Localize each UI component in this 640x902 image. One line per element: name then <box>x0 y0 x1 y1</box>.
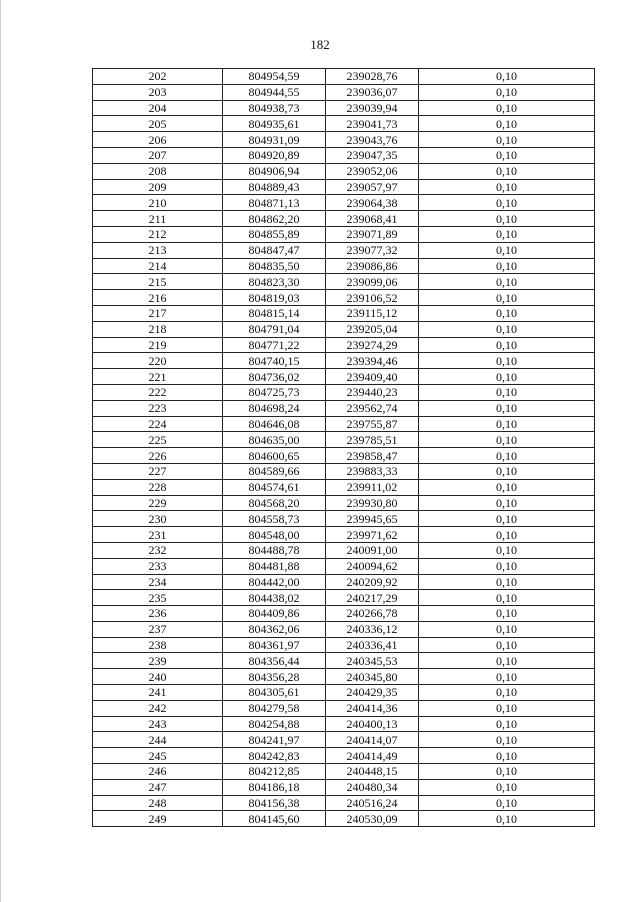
table-row <box>93 448 595 464</box>
accuracy-cell: 0,10 <box>419 716 595 732</box>
point-number-cell: 240 <box>93 669 223 685</box>
point-number-cell: 242 <box>93 700 223 716</box>
point-number-cell: 246 <box>93 764 223 780</box>
table-row <box>93 353 595 369</box>
accuracy-cell: 0,10 <box>419 179 595 195</box>
y-coordinate-cell: 240345,80 <box>326 669 419 685</box>
table-row <box>93 400 595 416</box>
y-coordinate-cell: 239041,73 <box>326 116 419 132</box>
table-row <box>93 369 595 385</box>
table-row <box>93 384 595 400</box>
x-coordinate-cell: 804589,66 <box>223 463 326 479</box>
x-coordinate-cell: 804906,94 <box>223 163 326 179</box>
accuracy-cell: 0,10 <box>419 211 595 227</box>
point-number-cell: 227 <box>93 463 223 479</box>
y-coordinate-cell: 240516,24 <box>326 795 419 811</box>
table-row <box>93 574 595 590</box>
accuracy-cell: 0,10 <box>419 527 595 543</box>
x-coordinate-cell: 804481,88 <box>223 558 326 574</box>
accuracy-cell: 0,10 <box>419 542 595 558</box>
table-row <box>93 116 595 132</box>
x-coordinate-cell: 804600,65 <box>223 448 326 464</box>
accuracy-cell: 0,10 <box>419 321 595 337</box>
x-coordinate-cell: 804635,00 <box>223 432 326 448</box>
table-row <box>93 132 595 148</box>
accuracy-cell: 0,10 <box>419 400 595 416</box>
x-coordinate-cell: 804819,03 <box>223 290 326 306</box>
y-coordinate-cell: 240091,00 <box>326 542 419 558</box>
point-number-cell: 225 <box>93 432 223 448</box>
point-number-cell: 217 <box>93 305 223 321</box>
x-coordinate-cell: 804815,14 <box>223 305 326 321</box>
x-coordinate-cell: 804356,28 <box>223 669 326 685</box>
point-number-cell: 222 <box>93 384 223 400</box>
y-coordinate-cell: 240345,53 <box>326 653 419 669</box>
accuracy-cell: 0,10 <box>419 226 595 242</box>
table-row <box>93 69 595 85</box>
x-coordinate-cell: 804156,38 <box>223 795 326 811</box>
point-number-cell: 214 <box>93 258 223 274</box>
point-number-cell: 226 <box>93 448 223 464</box>
y-coordinate-cell: 239064,38 <box>326 195 419 211</box>
point-number-cell: 206 <box>93 132 223 148</box>
table-row <box>93 242 595 258</box>
point-number-cell: 229 <box>93 495 223 511</box>
point-number-cell: 236 <box>93 606 223 622</box>
accuracy-cell: 0,10 <box>419 795 595 811</box>
accuracy-cell: 0,10 <box>419 811 595 827</box>
point-number-cell: 224 <box>93 416 223 432</box>
y-coordinate-cell: 240400,13 <box>326 716 419 732</box>
table-row <box>93 732 595 748</box>
point-number-cell: 202 <box>93 69 223 85</box>
x-coordinate-cell: 804568,20 <box>223 495 326 511</box>
y-coordinate-cell: 239945,65 <box>326 511 419 527</box>
table-row <box>93 653 595 669</box>
point-number-cell: 247 <box>93 779 223 795</box>
y-coordinate-cell: 239394,46 <box>326 353 419 369</box>
x-coordinate-cell: 804954,59 <box>223 69 326 85</box>
x-coordinate-cell: 804771,22 <box>223 337 326 353</box>
x-coordinate-cell: 804558,73 <box>223 511 326 527</box>
accuracy-cell: 0,10 <box>419 511 595 527</box>
y-coordinate-cell: 239911,02 <box>326 479 419 495</box>
table-row <box>93 748 595 764</box>
accuracy-cell: 0,10 <box>419 258 595 274</box>
table-row <box>93 100 595 116</box>
accuracy-cell: 0,10 <box>419 163 595 179</box>
table-row <box>93 779 595 795</box>
point-number-cell: 211 <box>93 211 223 227</box>
table-row <box>93 716 595 732</box>
y-coordinate-cell: 239077,32 <box>326 242 419 258</box>
x-coordinate-cell: 804823,30 <box>223 274 326 290</box>
table-row <box>93 290 595 306</box>
accuracy-cell: 0,10 <box>419 305 595 321</box>
y-coordinate-cell: 240414,36 <box>326 700 419 716</box>
table-row <box>93 337 595 353</box>
accuracy-cell: 0,10 <box>419 100 595 116</box>
accuracy-cell: 0,10 <box>419 147 595 163</box>
x-coordinate-cell: 804740,15 <box>223 353 326 369</box>
x-coordinate-cell: 804361,97 <box>223 637 326 653</box>
point-number-cell: 243 <box>93 716 223 732</box>
point-number-cell: 248 <box>93 795 223 811</box>
table-row <box>93 495 595 511</box>
table-row <box>93 621 595 637</box>
accuracy-cell: 0,10 <box>419 653 595 669</box>
table-row <box>93 811 595 827</box>
y-coordinate-cell: 239086,86 <box>326 258 419 274</box>
coordinates-table <box>92 68 595 827</box>
point-number-cell: 238 <box>93 637 223 653</box>
table-row <box>93 463 595 479</box>
table-row <box>93 321 595 337</box>
accuracy-cell: 0,10 <box>419 369 595 385</box>
table-row <box>93 416 595 432</box>
point-number-cell: 205 <box>93 116 223 132</box>
table-row <box>93 195 595 211</box>
y-coordinate-cell: 239930,80 <box>326 495 419 511</box>
page-number: 182 <box>310 37 330 52</box>
point-number-cell: 239 <box>93 653 223 669</box>
accuracy-cell: 0,10 <box>419 748 595 764</box>
accuracy-cell: 0,10 <box>419 463 595 479</box>
table-row <box>93 226 595 242</box>
point-number-cell: 245 <box>93 748 223 764</box>
x-coordinate-cell: 804871,13 <box>223 195 326 211</box>
point-number-cell: 203 <box>93 84 223 100</box>
x-coordinate-cell: 804409,86 <box>223 606 326 622</box>
point-number-cell: 209 <box>93 179 223 195</box>
y-coordinate-cell: 240414,07 <box>326 732 419 748</box>
accuracy-cell: 0,10 <box>419 479 595 495</box>
y-coordinate-cell: 240336,12 <box>326 621 419 637</box>
y-coordinate-cell: 239971,62 <box>326 527 419 543</box>
table-row <box>93 606 595 622</box>
accuracy-cell: 0,10 <box>419 779 595 795</box>
y-coordinate-cell: 239071,89 <box>326 226 419 242</box>
point-number-cell: 212 <box>93 226 223 242</box>
accuracy-cell: 0,10 <box>419 558 595 574</box>
point-number-cell: 231 <box>93 527 223 543</box>
accuracy-cell: 0,10 <box>419 495 595 511</box>
point-number-cell: 220 <box>93 353 223 369</box>
point-number-cell: 241 <box>93 685 223 701</box>
x-coordinate-cell: 804442,00 <box>223 574 326 590</box>
y-coordinate-cell: 239052,06 <box>326 163 419 179</box>
point-number-cell: 228 <box>93 479 223 495</box>
y-coordinate-cell: 240209,92 <box>326 574 419 590</box>
y-coordinate-cell: 239036,07 <box>326 84 419 100</box>
x-coordinate-cell: 804889,43 <box>223 179 326 195</box>
accuracy-cell: 0,10 <box>419 606 595 622</box>
table-row <box>93 590 595 606</box>
x-coordinate-cell: 804488,78 <box>223 542 326 558</box>
point-number-cell: 223 <box>93 400 223 416</box>
accuracy-cell: 0,10 <box>419 621 595 637</box>
point-number-cell: 207 <box>93 147 223 163</box>
y-coordinate-cell: 240429,35 <box>326 685 419 701</box>
accuracy-cell: 0,10 <box>419 242 595 258</box>
x-coordinate-cell: 804847,47 <box>223 242 326 258</box>
x-coordinate-cell: 804698,24 <box>223 400 326 416</box>
x-coordinate-cell: 804362,06 <box>223 621 326 637</box>
y-coordinate-cell: 239047,35 <box>326 147 419 163</box>
coordinates-table-body <box>93 69 595 827</box>
x-coordinate-cell: 804920,89 <box>223 147 326 163</box>
x-coordinate-cell: 804438,02 <box>223 590 326 606</box>
x-coordinate-cell: 804791,04 <box>223 321 326 337</box>
y-coordinate-cell: 240530,09 <box>326 811 419 827</box>
x-coordinate-cell: 804145,60 <box>223 811 326 827</box>
x-coordinate-cell: 804254,88 <box>223 716 326 732</box>
x-coordinate-cell: 804938,73 <box>223 100 326 116</box>
point-number-cell: 213 <box>93 242 223 258</box>
point-number-cell: 230 <box>93 511 223 527</box>
table-row <box>93 669 595 685</box>
y-coordinate-cell: 239039,94 <box>326 100 419 116</box>
accuracy-cell: 0,10 <box>419 732 595 748</box>
accuracy-cell: 0,10 <box>419 590 595 606</box>
scan-edge-line <box>0 0 1 902</box>
x-coordinate-cell: 804574,61 <box>223 479 326 495</box>
point-number-cell: 221 <box>93 369 223 385</box>
point-number-cell: 210 <box>93 195 223 211</box>
point-number-cell: 234 <box>93 574 223 590</box>
accuracy-cell: 0,10 <box>419 448 595 464</box>
table-row <box>93 211 595 227</box>
x-coordinate-cell: 804835,50 <box>223 258 326 274</box>
accuracy-cell: 0,10 <box>419 290 595 306</box>
x-coordinate-cell: 804646,08 <box>223 416 326 432</box>
accuracy-cell: 0,10 <box>419 416 595 432</box>
x-coordinate-cell: 804725,73 <box>223 384 326 400</box>
y-coordinate-cell: 239883,33 <box>326 463 419 479</box>
accuracy-cell: 0,10 <box>419 84 595 100</box>
y-coordinate-cell: 239115,12 <box>326 305 419 321</box>
x-coordinate-cell: 804736,02 <box>223 369 326 385</box>
x-coordinate-cell: 804855,89 <box>223 226 326 242</box>
y-coordinate-cell: 240217,29 <box>326 590 419 606</box>
accuracy-cell: 0,10 <box>419 764 595 780</box>
x-coordinate-cell: 804186,18 <box>223 779 326 795</box>
accuracy-cell: 0,10 <box>419 574 595 590</box>
point-number-cell: 237 <box>93 621 223 637</box>
accuracy-cell: 0,10 <box>419 195 595 211</box>
y-coordinate-cell: 240094,62 <box>326 558 419 574</box>
table-row <box>93 305 595 321</box>
y-coordinate-cell: 239099,06 <box>326 274 419 290</box>
table-row <box>93 795 595 811</box>
y-coordinate-cell: 239057,97 <box>326 179 419 195</box>
table-row <box>93 274 595 290</box>
accuracy-cell: 0,10 <box>419 132 595 148</box>
point-number-cell: 232 <box>93 542 223 558</box>
point-number-cell: 235 <box>93 590 223 606</box>
y-coordinate-cell: 239043,76 <box>326 132 419 148</box>
point-number-cell: 249 <box>93 811 223 827</box>
y-coordinate-cell: 239755,87 <box>326 416 419 432</box>
table-row <box>93 258 595 274</box>
x-coordinate-cell: 804305,61 <box>223 685 326 701</box>
y-coordinate-cell: 239028,76 <box>326 69 419 85</box>
y-coordinate-cell: 239068,41 <box>326 211 419 227</box>
point-number-cell: 244 <box>93 732 223 748</box>
point-number-cell: 208 <box>93 163 223 179</box>
x-coordinate-cell: 804935,61 <box>223 116 326 132</box>
table-row <box>93 147 595 163</box>
table-row <box>93 700 595 716</box>
x-coordinate-cell: 804241,97 <box>223 732 326 748</box>
table-row <box>93 511 595 527</box>
x-coordinate-cell: 804242,83 <box>223 748 326 764</box>
point-number-cell: 216 <box>93 290 223 306</box>
x-coordinate-cell: 804944,55 <box>223 84 326 100</box>
accuracy-cell: 0,10 <box>419 637 595 653</box>
x-coordinate-cell: 804212,85 <box>223 764 326 780</box>
x-coordinate-cell: 804548,00 <box>223 527 326 543</box>
table-row <box>93 527 595 543</box>
table-row <box>93 637 595 653</box>
y-coordinate-cell: 239440,23 <box>326 384 419 400</box>
table-row <box>93 479 595 495</box>
accuracy-cell: 0,10 <box>419 353 595 369</box>
y-coordinate-cell: 239106,52 <box>326 290 419 306</box>
y-coordinate-cell: 239785,51 <box>326 432 419 448</box>
accuracy-cell: 0,10 <box>419 685 595 701</box>
accuracy-cell: 0,10 <box>419 116 595 132</box>
point-number-cell: 204 <box>93 100 223 116</box>
table-row <box>93 542 595 558</box>
x-coordinate-cell: 804356,44 <box>223 653 326 669</box>
y-coordinate-cell: 240336,41 <box>326 637 419 653</box>
y-coordinate-cell: 240414,49 <box>326 748 419 764</box>
table-row <box>93 84 595 100</box>
accuracy-cell: 0,10 <box>419 669 595 685</box>
table-row <box>93 179 595 195</box>
table-row <box>93 432 595 448</box>
table-row <box>93 685 595 701</box>
table-row <box>93 558 595 574</box>
y-coordinate-cell: 239205,04 <box>326 321 419 337</box>
accuracy-cell: 0,10 <box>419 432 595 448</box>
point-number-cell: 219 <box>93 337 223 353</box>
point-number-cell: 215 <box>93 274 223 290</box>
y-coordinate-cell: 239562,74 <box>326 400 419 416</box>
y-coordinate-cell: 239858,47 <box>326 448 419 464</box>
accuracy-cell: 0,10 <box>419 337 595 353</box>
accuracy-cell: 0,10 <box>419 69 595 85</box>
x-coordinate-cell: 804279,58 <box>223 700 326 716</box>
x-coordinate-cell: 804931,09 <box>223 132 326 148</box>
point-number-cell: 218 <box>93 321 223 337</box>
accuracy-cell: 0,10 <box>419 384 595 400</box>
table-row <box>93 764 595 780</box>
y-coordinate-cell: 239409,40 <box>326 369 419 385</box>
y-coordinate-cell: 240480,34 <box>326 779 419 795</box>
x-coordinate-cell: 804862,20 <box>223 211 326 227</box>
point-number-cell: 233 <box>93 558 223 574</box>
y-coordinate-cell: 240448,15 <box>326 764 419 780</box>
accuracy-cell: 0,10 <box>419 700 595 716</box>
accuracy-cell: 0,10 <box>419 274 595 290</box>
table-row <box>93 163 595 179</box>
y-coordinate-cell: 240266,78 <box>326 606 419 622</box>
y-coordinate-cell: 239274,29 <box>326 337 419 353</box>
